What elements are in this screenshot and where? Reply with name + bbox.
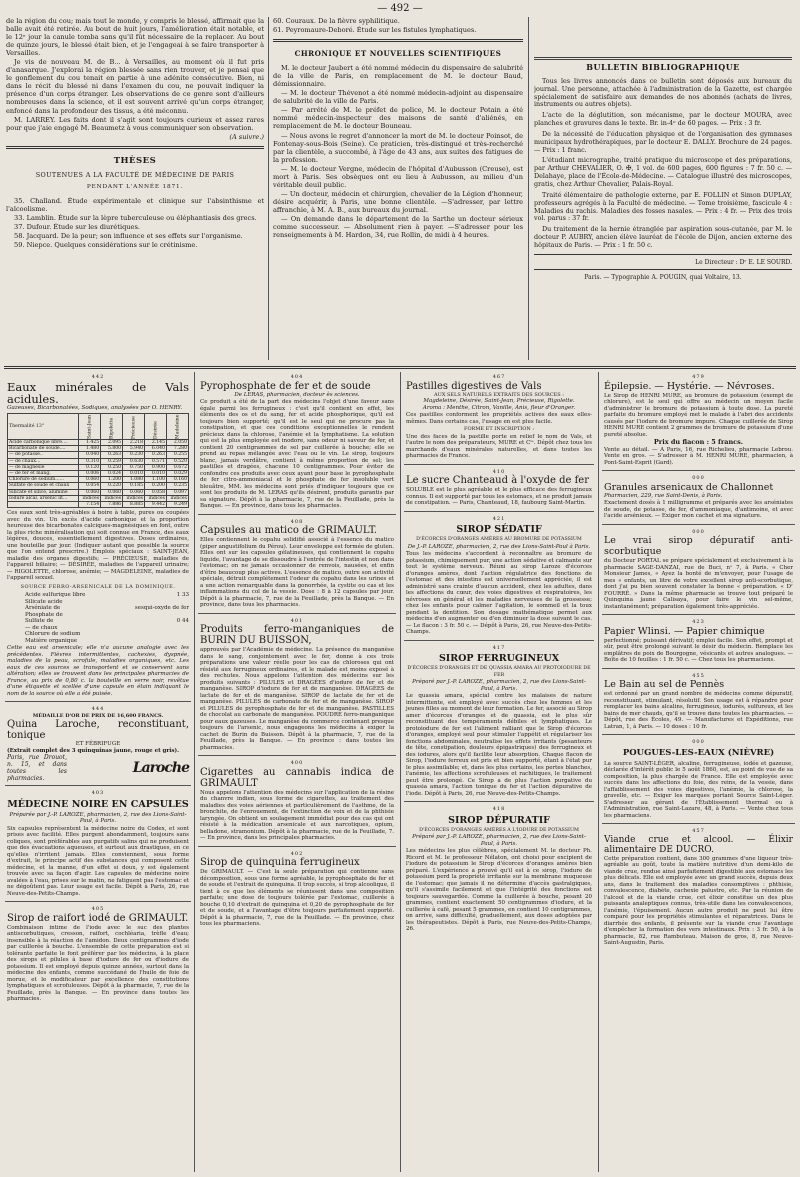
ad-title: Pastilles digestives de Vals <box>406 380 542 392</box>
table-cell: Bicarbonate de soude.... <box>8 446 79 452</box>
thesis-item: 37. Dufour. Étude sur les diurétiques. <box>14 222 140 231</box>
table-cell: 9.249 <box>167 502 189 508</box>
ad-line: Magdeleine, Désirée, Saint-Jean, Précieuse, Rigolette. <box>423 398 575 404</box>
divider <box>6 146 264 149</box>
table-cell: 0.310 <box>79 458 101 464</box>
ad-text: approuvés par l'Académie de médecine. La présence du manganèse dans le sang, conjointement avec le fer, donne à ces trois préparations une valeur réelle pour les cas de chloroses qui ont résisté aux ferrugineux ordinaires, et le malade est moins exposé à des rechutes. Nous appelons l'attention des médecins sur les produits suivants : PILULES et DRAGÉES d'iodure de fer et de manganèse. SIROP d'iodure de fer et de manganèse. DRAGÉES de lactate de fer et de manganèse. SIROP de lactate de fer et de manganèse. PILULES de carbonate de fer et de manganèse. SIROP et PILULES de pyrophosphate de fer et de manganèse. PASTILLES de chocolat au carbonate de manganèse. POUDRE ferro-manganique pour eaux gazeuses. Le manganèse du commerce contenant presque toujours de l'arsenic, nous engageons les médecins à exiger la cachet de Burin du Buisson. Dépôt à la pharmacie, 7, rue de la Feuillade, près la Banque. — En province : dans toutes les pharmacies. <box>200 647 394 751</box>
table-cell: 0.263 <box>101 452 123 458</box>
thesis-item: 61. Peyromaure-Deboré. Étude sur les fistules lymphatiques. <box>273 26 477 35</box>
ad-price: Prix du flacon : 5 francs. <box>653 438 744 446</box>
table-cell: 0.255 <box>167 452 189 458</box>
bulletin-bibliographique <box>534 64 792 360</box>
table-cell: Iodure alcal. arsenic lit... <box>8 495 79 501</box>
ad-title: POUGUES-LES-EAUX (NIÈVRE) <box>622 747 775 758</box>
news-item: — Un docteur, médecin et chirurgien, chevalier de la Légion d'honneur, désire acquérir, à Paris, une bonne clientèle. —S'adresser, par lettre affranchie, à M. A. B., aux bureaux du journal. <box>273 189 523 214</box>
divider <box>534 269 792 270</box>
ad-text: Ces eaux sont très-agréables à boire à table, pures ou coupées avec du vin. Un excès d'acide carbonique et la proportion heureuse des bicarbonates calciques-magnésiques en font, outre la plus riche minéralisation qui soit connue en France, des eaux légères, douces, essentiellement digestives. Doses ordinaires, une bouteille par jour. (Indiquer autant que possible la source que l'on entend prescrire.) Emplois spéciaux : SAINT-JEAN, maladie des organes digestifs; — PRÉCIEUSE, maladies de l'appareil biliaire; — DÉSIRÉE, maladies de l'appareil urinaire; — RIGOLETTE, chlorose, anémie; — MAGDELEINE, maladies de l'appareil sexuel. <box>7 510 189 582</box>
ad-bain <box>602 671 795 736</box>
ad-text: Nous appelons l'attention des médecins sur l'application de la résine du chanvre indien, sous forme de cigarettes, au traitement des maladies des voies aériennes et particulièrement de l'asthme, de la bronchite, de l'enrouement, de l'extinction de voix et de la phthisie laryngée. On obtient un soulagement immédiat pour des cas qui ont résisté à la médication arsenicale et aux narcotiques, opium, belladone, stramonium. Dépôt à la pharmacie, rue de la Feuillade, 7. — En province, dans les principales pharmacies. <box>200 789 394 841</box>
table-cell: — de fer et mang. <box>8 471 79 477</box>
ad-body <box>7 754 189 782</box>
ad-granules <box>602 473 795 525</box>
table-cell: 0.060 <box>79 477 101 483</box>
ad-vals <box>5 372 191 702</box>
ad-text: Exactement dosés à 1 milligramme et préparés avec les arséniates de soude, de potasse, de fer, d'ammoniaque, d'antimoine, et avec l'acide arsénieux. — Exiger mon cachet et ma signature. <box>604 500 793 519</box>
continued-note: (A suivre.) <box>229 132 264 141</box>
table-cell: 0.235 <box>167 483 189 489</box>
list-item-label: Chlorure de sodium <box>25 631 81 638</box>
ad-text: Ce produit a été de la part des médecins l'objet d'une faveur sans égale parmi les ferrugineux : c'est qu'il contient en effet, les éléments des os et du sang, fer et acide phosphorique, qu'il est toujours bien supporté; qu'il est le seul qui ne procure pas la constipation, et que ces conditions exceptionnelles le rendent précieux dans la chlorose, l'anémie et la lymphatisme. La solution qui est la plus employée est inodore, sans odeur ni saveur de fer, et contient 20 centigrammes de sel par cuillerée à bouche; elle se prend au repas mélangée avec l'eau ou le vin. Le sirop, toujours blanc, jamais verdâtre, contient à même proportion de sel; les pastilles et dragées, chacune 10 centigrammes. Pour éviter de confondre ces produits avec ceux ayant pour base le pyrophosphate de fer citro-ammoniacal et le phosphate de fer insoluble vert bleuâtre, MM. les médecins sont priés d'indiquer toujours que ce sont les produits de M. LERAS qu'ils désirent, produits garantis par sa signature. Dépôt à la pharmacie, 7, rue de la Feuillade, près la Banque. — En province, dans tous les pharmacies. <box>200 399 394 509</box>
ad-medal: MÉDAILLE D'OR DE PRIX DE 16,600 FRANCS. <box>32 712 164 719</box>
ad-title: MÉDECINE NOIRE EN CAPSULES <box>7 798 189 810</box>
table-row <box>8 495 189 501</box>
ad-title: Le Bain au sel de Pennès <box>604 679 725 690</box>
ad-subtitle: D'ÉCORCES D'ORANGES ET DE QUASSIA AMARA AU PROTOIODURE DE FER <box>407 666 591 678</box>
bulletin-entry: L'étudiant micrographe, traité pratique du microscope et des préparations, par Arthur CHEVALIER, O. ✠, 1 vol. de 600 pages, 600 figures : 7 fr. 50 c. — Delahaye, place de l'École-de-Médecine. — Catalogue illustré des microscopes, gratis, chez Arthur Chevalier, Palais-Royal. <box>534 156 792 188</box>
ad-text: Paris, rue Drouot, n. 15, et dans toutes les pharmacies. <box>7 754 67 783</box>
table-header: Désirée <box>145 414 167 440</box>
page-number: — 492 — <box>377 3 423 14</box>
table-cell: 2.218 <box>123 440 145 446</box>
ad-subtitle: Pharmacien, 229, rue Saint-Denis, à Paris. <box>604 492 723 499</box>
ad-pastilles <box>404 372 594 465</box>
ad-title-text: Eaux minérales de Vals acidules. <box>7 379 189 406</box>
ad-sirop-ferrugineux <box>404 643 594 803</box>
table-cell: 8.885 <box>123 502 145 508</box>
table-cell: 0.060 <box>79 489 101 495</box>
table-row <box>8 483 189 489</box>
ad-byline: Préparé par J.-P. LAROZE, pharmacien, 2, rue des Lions-Saint-Paul, à Paris. <box>412 679 586 692</box>
column-rule <box>194 372 195 1172</box>
list-item-label: Matière organique <box>25 637 78 644</box>
table-cell: indices <box>101 495 123 501</box>
ad-text: perfectionné; puissant dérivatif; emploi facile. Son effet, prompt et sûr, peut être prolongé suivant le désir du médecin. Remplace les emplâtres de poix de Bourgogne, vésicants et autres analogues. — Boîte de 10 feuilles : 1 fr. 50 c. — Chez tous les pharmaciens. <box>604 637 793 663</box>
table-cell: 0.029 <box>167 471 189 477</box>
ad-title: Le sucre Chanteaud à l'oxyde de fer <box>406 475 589 486</box>
ad-title: SIROP SÉDATIF <box>456 524 542 535</box>
column-rule <box>400 372 401 1172</box>
news-item: M. le docteur Jaubert a été nommé médecin du dispensaire de salubrité de la ville de Paris, en remplacement de M. le docteur Baud, démissionnaire. <box>273 64 523 89</box>
table-cell: — de chaux... <box>8 458 79 464</box>
bulletin-entry: L'acte de la déglutition, son mécanisme, par le docteur MOURA, avec planches et gravures dans le texte. Br. in-4ᵒ de 60 pages. — Prix : 3 fr. <box>534 111 792 128</box>
bulletin-entry: De la nécessité de l'éducation physique et de l'organisation des gymnases municipaux hydrothérapiques, par le docteur E. DALLY. Brochure de 24 pages. — Prix : 1 franc. <box>534 129 792 154</box>
news-item: — On demande dans le département de la Sarthe un docteur sérieux comme successeur. — Absolument rien à payer. —S'adresser pour les renseignements à M. Hardon, 34, rue Rollin, de midi à 4 heures. <box>273 214 523 240</box>
section-rule <box>4 366 796 369</box>
ad-title: Sirop de raifort iodé de GRIMAULT. <box>7 912 189 924</box>
news-item: — Par arrêté de M. le préfet de police, M. le docteur Potain a été nommé médecin-inspecteur des maisons de santé d'aliénés, en remplacement de M. le docteur Bouneau. <box>273 106 523 131</box>
ads-column-1 <box>5 372 191 1172</box>
ad-quinquina <box>198 849 396 932</box>
ad-byline: Préparé par J.-P. LAROZE, pharmacien, 2, rue des Lions-Saint-Paul, à Paris. <box>412 834 586 847</box>
table-cell: 0.230 <box>123 452 145 458</box>
table-cell: 0.220 <box>101 483 123 489</box>
ad-pyrophosphate <box>198 372 396 515</box>
ad-title: SIROP DÉPURATIF <box>448 814 550 826</box>
table-cell: indices <box>123 495 145 501</box>
list-item <box>25 638 189 645</box>
divider <box>534 254 792 255</box>
ad-text: Combinaison intime de l'iode avec le suc des plantes antiscorbutiques, cresson, raifort, cochléaria, trèfle d'eau; insensible à la réaction de l'amidon. Deux centigrammes d'iode par cuillerée à bouche. L'ensemble de cette préparation est si tolérante parfaite le font préférer par les médecins, à la place des sirops et pilules à base d'iodure de fer ou d'iodure de potassium. Il est employé depuis quinze années, surtout dans la médecine des enfants, comme succédané de l'huile de foie de morue, et le modificateur par excellence des constitutions lymphatiques et scrofuleuses. Dépôt à la pharmacie, 7, rue de la Feuillade, près la Banque. — En province dans toutes les pharmacies. <box>7 924 189 1003</box>
ad-title: Épilepsie. — Hystérie. — Névroses. <box>604 380 775 392</box>
table-cell: — de magnésie <box>8 464 79 470</box>
table-cell: indices <box>79 495 101 501</box>
ad-text: Elles contiennent le copahu solidifié associé à l'essence du matico (piper angustifolium du Pérou). Leur enveloppe est formée de gluten. Elles ont sur les capsules gélatineuses, qui contiennent le copahu liquide, l'avantage de se dissoudre à l'entrée de l'intestin et non dans l'estomac; on ne jamais occasionner de renvois, nausées, et enfin d'être beaucoup plus actives. L'essence de matico, outre son activité spéciale, détruit complètement l'odeur du copahu dans les urines et a une action remarquable dans la gonorrhée, la cystite ou cas et les inflammations du col de la vessie. Dose : 8 à 12 capsules par jour. Dépôt à la pharmacie, 7, rue de la Feuillade, près la Banque. — En province, dans tous les pharmacies. <box>200 537 394 608</box>
table-cell: 7.280 <box>167 446 189 452</box>
ad-subtitle: D'ÉCORCES D'ORANGES AMÈRES AU BROMURE DE POTASSIUM <box>416 537 582 542</box>
bulletin-intro: Tous les livres annoncés dans ce bulletin sont déposés aux bureaux du journal. Une personne, attachée à l'administration de la Gazette, est chargée spécialement de satisfaire aux demandes de nos abonnés (achats de livres, instruments ou autres objets). <box>534 76 792 109</box>
list-item-value: 1 33 <box>176 592 189 599</box>
ad-matico <box>198 517 396 614</box>
ad-subtitle: Gazeuses, Bicarbonatées, Sodiques, analysées par O. HENRY. <box>7 404 183 411</box>
table-cell: 1.425 <box>79 440 101 446</box>
ad-epilepsie <box>602 372 795 471</box>
ad-text: Le quassia amara, spécial contre les malaises de nature intermittente, est employé avec succès chez les femmes et les jeunes filles au moment de leur formation. Le fer, associé au Sirop amer d'écorces d'oranges et de quassia, est le plus sûr reconstituant des tempéraments débiles et lymphatiques. Le protoiodure de fer est l'aliment ralliant que le Sirop d'écorces d'oranges, employé seul pour stimuler l'appétit et régulariser les fonctions abdominales, neutralise les effets irritants (pesanteurs de tête, constipation, douleurs épigastriques) des ferrugineux et des iodures, alors qu'il facilite leur absorption. Chaque flacon de Sirop, l'iodure ferreux est pris et bien supporté, étant à l'état pur le plus assimilable; et, dans les plus certains, les pertes blanches, l'anémie, les affections scrofuleuses et rachitiques, le traitement peut être prolongé. Ce Sirop a de plus l'action purgative du quassia amara, l'action tonique du fer et l'action dépurative de l'iode. Dépôt à Paris, 26, rue Neuve-des-Petits-Champs. <box>406 693 592 797</box>
table-cell: 0.263 <box>145 452 167 458</box>
list-item-label: Arséniate de <box>25 605 61 612</box>
table-cell: 0.185 <box>123 483 145 489</box>
article-column-middle <box>273 17 523 360</box>
ad-subtitle: AUX SELS NATURELS EXTRAITS DES SOURCES : <box>434 391 564 398</box>
ad-title: SIROP FERRUGINEUX <box>438 653 560 664</box>
column-rule <box>268 17 269 360</box>
ad-byline: Préparée par J.-P. LAROZE, pharmacien, 2, rue des Lions-Saint-Paul, à Paris. <box>9 811 187 825</box>
list-item-label: Silicate acide <box>25 598 63 605</box>
table-cell: 2.050 <box>167 440 189 446</box>
table-cell: 0.520 <box>167 458 189 464</box>
table-cell: 0.672 <box>167 464 189 470</box>
source-composition <box>7 592 189 644</box>
bulletin-entry: Du traitement de la hernie étranglée par aspiration sous-cutanée, par M. le docteur P. AUBRY, ancien élève lauréat de l'école de Dijon, ancien externe des hôpitaux de Paris. — Prix : 1 fr. 50 c. <box>534 225 792 249</box>
table-cell: 2.095 <box>101 440 123 446</box>
list-item-value: sesqui-oxyde de fer <box>134 605 189 612</box>
ad-text: Cette préparation contient, dans 300 grammes d'une liqueur très-agréable au goût, toute la matière nutritive d'un demi-kilo de viande crue, rendue ainsi parfaitement digestible aux estomacs les plus délicats. Elle est employée avec un grand succès, depuis deux ans, dans le traitement des maladies consomptives : phthisie, convalescence, diabète, cachexie palustre, etc. Par la réunion de l'alcool et de la viande crue, cet élixir constitue un des plus puissants analeptiques connus, très-utile dans les convalescences, l'anémie, l'épuisement. Aucun autre produit ne peut lui être comparé pour les propriétés stimulantes et réparatrices. Dans le diarrhée des enfants, il présente sur la viande crue l'avantage d'empêcher la formation des vers intestinaux. Prix : 3 fr. 50, à la pharmacie, 82, rue Rambuteau. Maison de gros, 8, rue Neuve-Saint-Augustin, Paris. <box>604 855 793 946</box>
table-cell: Silicate et silice, alumine <box>8 489 79 495</box>
news-item: — M. le docteur Thévenot a été nommé médecin-adjoint au dispensaire de salubrité de la ville de Paris. <box>273 89 523 106</box>
table-cell: 0.060 <box>101 489 123 495</box>
ad-number: 455 <box>692 672 705 679</box>
ad-number: 444 <box>91 706 105 713</box>
ad-cannabis <box>198 758 396 847</box>
ad-number: 467 <box>492 374 506 380</box>
ad-capsules <box>5 788 191 902</box>
ads-column-4 <box>602 372 795 1172</box>
ads-column-3 <box>404 372 594 1172</box>
thesis-item: 33. Lamblin. Étude sur la lèpre tuberculeuse ou éléphantiasis des grecs. <box>14 213 257 222</box>
table-cell: 0.024 <box>101 471 123 477</box>
ad-title: Capsules au matico de GRIMAULT. <box>200 525 378 536</box>
ad-number: 405 <box>91 906 105 913</box>
ad-viande <box>602 826 795 951</box>
table-cell: 7.154 <box>79 502 101 508</box>
column-rule <box>598 372 599 1172</box>
table-row <box>8 452 189 458</box>
bulletin-entry: Traité élémentaire de pathologie externe, par E. FOLLIN et Simon DUPLAY, professeurs agrégés à la Faculté de médecine. — Tome troisième, fascicule 4 : Maladies du rachis. Maladies des fosses nasales. — Prix : 4 fr. — Prix des trois vol. parus : 37 fr. <box>534 190 792 223</box>
table-cell: 0.097 <box>167 489 189 495</box>
table-cell: 0.120 <box>79 464 101 470</box>
ad-title: Sirop de quinquina ferrugineux <box>200 857 360 868</box>
table-cell: 0.060 <box>123 489 145 495</box>
ad-number: 402 <box>290 850 304 857</box>
table-total-row <box>8 502 189 508</box>
ad-byline: De LERAS, pharmacien, docteur ès sciences. <box>234 391 360 398</box>
chronicle-title: CHRONIQUE ET NOUVELLES SCIENTIFIQUES <box>294 49 502 59</box>
director-line: Le Directeur : Dʳ E. LE SOURD. <box>695 258 792 266</box>
ad-title: Produits ferro-manganiques de BURIN DU BUISSON, <box>200 624 394 646</box>
ads-column-2 <box>198 372 396 1172</box>
table-cell: 0.006 <box>79 471 101 477</box>
ad-papier <box>602 617 795 669</box>
ad-text: du Docteur PORTAL se prépare spécialement et exclusivement à la pharmacie SAGE-DANZAI, rue de Buci, nᵒ 7, à Paris. « Cher Monsieur James, « Ayez la bonté de m'envoyer, pour l'usage de mes « enfants, un litre de votre excellent sirop anti-scorbutique, dont j'ai pu bien souvent constater la bonne « préparation. « Dʳ FOURRÉ. » Dans la même pharmacie se trouve tout préparé le Quinquina jaune Calisaya, pour faire le vin sel-même, instantanément; préparation également très-appréciée. <box>604 558 793 610</box>
ad-number: 000 <box>692 475 705 481</box>
ad-number: 403 <box>91 790 105 797</box>
table-cell: 0.630 <box>123 458 145 464</box>
printer-line: Paris. — Typographie A. POUGIN, quai Voltaire, 13. <box>584 273 742 281</box>
ad-number: 000 <box>692 739 705 745</box>
ad-line: (Extrait complet des 3 quinquinas jaune, rouge et gris). <box>7 747 179 754</box>
table-row <box>8 471 189 477</box>
table-header: Saint-Jean <box>79 414 101 440</box>
ad-number: 417 <box>492 644 506 651</box>
ad-text: Tous les médecins s'accordent à reconnaître au bromure de potassium, chimiquement pur, une action sédative et calmante sur tout le système nerveux. Réuni au sirop Laroze d'écorces d'oranges amères, dont l'action régulatrice des fonctions de l'estomac et des intestins est universellement appréciée, il est administré sans crainte d'aucun accident, chez les adultes, dans les affections du cœur, des voies digestives et respiratoires, les névroses en général et les maladies nerveuses de la grossesse; chez les enfants pour calmer l'agitation, le sommeil et la toux pendant la dentition. Son dosage mathématique permet aux médecins d'en augmenter ou d'en diminuer la dose suivant le cas. — Le flacon : 3 fr. 50 c. — Dépôt à Paris, 26, rue Neuve-des-Petits-Champs. <box>406 551 592 635</box>
table-header: Thermalité 13° <box>8 414 79 440</box>
ad-number: 400 <box>290 760 304 766</box>
ad-number: 401 <box>290 617 304 624</box>
table-cell: 0.010 <box>123 471 145 477</box>
ad-title: Le vrai sirop dépuratif anti-scorbutique <box>604 535 793 557</box>
table-cell: 0.054 <box>79 483 101 489</box>
list-item-label: Phosphate de <box>25 611 63 618</box>
news-item: — Nous avons le regret d'annoncer la mort de M. le docteur Poinsot, de Fontenay-sous-Bois (Seine). Ce praticien, très-distingué et très-recherché par la clientèle, a succombé, à l'âge de 43 ans, aux suites des fatigues de la profession. <box>273 131 523 164</box>
table-cell: 6.040 <box>145 446 167 452</box>
list-item-value: 0 44 <box>176 618 189 625</box>
table-cell: 1.080 <box>123 477 145 483</box>
ad-text: Six capsules représentent la médecine noire du Codex, et sont prises avec facilité. Elles purgent abondamment, toujours sans coliques, sont préférables aux purgatifs salins qui ne produisent que des évacuations aqueuses, et surtout aux drastiques, en ce qu'elles n'irritent jamais. Elles conviennent, sous forme d'extrait, le principe actif des substances qui composent cette médecine, et la manne, d'un effet si doux, y est également trouvée avec sa façon d'agir. Les capsules de médecine noire avalées à l'eau, prises sur le matin, ne fatiguent pas l'estomac et ne dégoûtent pas. Leur usage est facile. Dépôt à Paris, 26, rue Neuve-des-Petits-Champs. <box>7 825 189 897</box>
ad-text: est ordonné par un grand nombre de médecins comme dépuratif, reconstituant, stimulant, résolutif. Son usage est à répandre pour remplacer les bains alcalins, ferrugineux, iodurés, sulfureux, et les bains de mer chauds, qu'il se trouve dans toutes les pharmacies. — Dépôt, rue des Écoles, 49. — Manufactures et Expéditions, rue Latran, 1, à Paris. — 10 doses : 10 fr. <box>604 691 793 730</box>
list-item-label: — de chaux <box>25 624 58 631</box>
ad-raifort <box>5 904 191 1007</box>
ad-quina <box>5 704 191 786</box>
thesis-item: 60. Couraux. De la fièvre syphilitique. <box>273 17 400 25</box>
table-cell: 0.040 <box>79 452 101 458</box>
table-row <box>8 440 189 446</box>
ad-text: Ces pastilles conforment les propriétés actives des eaux elles-mêmes. Dans certains cas, l'usage en est plus facile. <box>406 412 592 425</box>
ad-subheading: SOURCE FERRO-ARSENICALE DE LA DOMINIQUE. <box>20 583 176 590</box>
column-rule <box>528 17 529 360</box>
ad-title: Cigarettes au cannabis indica de GRIMAULT <box>200 766 394 789</box>
ad-number: 421 <box>492 515 506 522</box>
ad-sirop-sedatif <box>404 514 594 641</box>
ad-subtitle: D'ÉCORCES D'ORANGES AMÈRES A L'IODURE DE POTASSIUM <box>419 827 579 833</box>
table-cell: 0.160 <box>167 477 189 483</box>
table-cell: 0.750 <box>123 464 145 470</box>
ad-title: Viande crue et alcool. — Élixir alimentaire DE DUCRO. <box>604 834 793 855</box>
table-cell: 1.480 <box>79 446 101 452</box>
ad-number: 479 <box>692 374 705 380</box>
table-header: Madeleine <box>167 414 189 440</box>
table-cell: 0.058 <box>145 489 167 495</box>
table-cell: 1.100 <box>145 477 167 483</box>
theses-subtitle: SOUTENUES A LA FACULTÉ DE MÉDECINE DE PARIS <box>35 170 235 179</box>
paragraph: M. LARREY. Les faits dont il s'agit sont toujours curieux et assez rares pour que j'aie engagé M. Beaumetz à vous communiquer son observation. <box>6 115 264 132</box>
table-cell: — de potasse.. <box>8 452 79 458</box>
ad-number: 410 <box>492 468 506 475</box>
ad-pougues <box>602 737 795 824</box>
news-item: — M. le docteur Vergne, médecin de l'hôpital d'Aubusson (Creuse), est mort à Paris. Ses obsèques ont eu lieu à Aubusson, au milieu d'un véritable deuil public. <box>273 164 523 189</box>
ad-text: SOLUBLE est le plus agréable et le plus efficace des ferrugineux connus. Il est supporté par tous les estomacs, et ne produit jamais de constipation. — Paris, Chanteaud, 18, faubourg Saint-Martin. <box>406 487 592 506</box>
table-cell: 0.571 <box>145 458 167 464</box>
table-cell: 0.010 <box>145 471 167 477</box>
table-cell: indices <box>167 495 189 501</box>
ad-title: Granules arsenicaux de Challonnet <box>604 481 774 493</box>
thesis-item: 58. Jacquard. De la peur; son influence et ses effets sur l'organisme. <box>14 232 243 241</box>
ad-text: Une des faces de la pastille porte en relief le nom de Vals, et l'autre le nom des préparateurs, MURE et Cⁱᵉ. Dépôt chez tous les marchands d'eaux minérales naturelles, et dans toutes les pharmacies de France. <box>406 433 592 459</box>
ad-number: 408 <box>290 518 304 525</box>
ad-line: Aroma : Menthe, Citron, Vanille, Anis, fleur d'Oranger. <box>422 404 576 411</box>
table-cell <box>8 502 79 508</box>
table-cell: 0.250 <box>101 464 123 470</box>
table-row <box>8 477 189 483</box>
ad-text: Le Sirop de HENRI MURE, au bromure de potassium (exempt de chlorure), est le seul qui offre au médecin un moyen facile d'administrer le bromure de potassium à toute dose. La pureté parfaite du bromure employé met le malade à l'abri des accidents causés par l'iodure de bromure impure. Chaque cuillerée de Sirop HENRI MURE contient 2 grammes de bromure de potassium d'une pureté absolue. <box>604 392 793 438</box>
ad-number: 404 <box>290 374 304 380</box>
table-row <box>8 489 189 495</box>
ad-number: 418 <box>492 806 506 812</box>
ad-title: Quina Laroche, reconstituant, tonique <box>7 719 189 742</box>
ad-number: 000 <box>692 528 705 535</box>
theses-date: PENDANT L'ANNÉE 1871. <box>86 183 184 190</box>
ad-text: Vente au détail. — A Paris, 16, rue Richelieu, pharmacie Lebrou. Vente en gros. — S'adresser à M. HENRI MURE, pharmacien, à Pont-Saint-Esprit (Gard). <box>604 446 793 466</box>
table-cell: Acide carbonique libre.... <box>8 440 79 446</box>
table-cell: 0.259 <box>101 458 123 464</box>
table-cell: 0.200 <box>145 483 167 489</box>
table-cell: 5.800 <box>101 446 123 452</box>
ad-number: 457 <box>692 828 705 834</box>
ad-title: Pyrophosphate de fer et de soude <box>200 380 371 392</box>
ad-text: Cette eau est arsenicale; elle n'a aucune analogie avec les précédentes. Fièvres intermittentes, cachexies, dyspnée, maladies de la peau, scrofule, maladies organiques, etc. Les eaux de ces sources se transportent et se conservent sans altération; elles se trouvent dans les principales pharmacies de France, au prix de 0,80 c. la bouteille en verre noir, revêtue d'une étiquette et scellée d'une capsule en étain indiquant le nom de la source où elle a été puisée. <box>7 645 189 697</box>
ad-sirop-portal <box>602 527 795 616</box>
table-cell: 0.900 <box>145 464 167 470</box>
table-cell: indices <box>145 495 167 501</box>
table-header: Rigolette <box>101 414 123 440</box>
ad-sucre <box>404 467 594 512</box>
divider <box>534 57 792 60</box>
divider <box>273 39 523 42</box>
bulletin-title: BULLETIN BIBLIOGRAPHIQUE <box>586 64 740 72</box>
ad-text: De GRIMAULT. — C'est la seule préparation qui contienne sans décomposition, sous une forme agréable, le pyrophosphate de fer et de soude et l'extrait de quinquina. Il trop succès, si trop alcoolique, il tient à ce que les éléments se réunissent dans une composition parfaite; une dose de toujours tolérée par l'estomac, cuillerée à bouche 0,10 d'extrait de quinquina et 0,20 de pyrophosphate de fer et de soude, et a l'avantage d'être toujours parfaitement supporté. Dépôt à la pharmacie, 7, rue de la Feuillade. — En province, chez tous les pharmaciens. <box>200 869 394 927</box>
ad-text: La source SAINT-LÉGER, alcaline, ferrugineuse, iodée et gazeuse, déclarée d'intérêt public le 5 août 1860, est, au point de vue de sa composition, la plus chargée de France. Elle est employée avec succès dans les affections du foie, des reins, de la vessie, dans l'affaiblissement des voies digestives, l'anémie, la chlorose, la gravelle, etc. — Exiger les marques portant Source Saint-Léger. S'adresser au gérant de l'Établissement thermal ou à l'Administration, rue Saint-Lazare, 48, à Paris. — Vente chez tous les pharmaciens. <box>604 760 793 819</box>
table-cell: Chlorure de sodium...... <box>8 477 79 483</box>
table-row <box>8 446 189 452</box>
paragraph: Je vis de nouveau M. de B... à Versailles, au moment où il fut pris d'anasarque. J'explorai la région blessée sans rien trouver, et je pensai que le gonflement du cou tenait en partie à une adénite consécutive. Bien, ni dans le récit du blessé ni dans l'examen du cou, ne pouvait indiquer la présence d'un corps étranger. Les observations de ce genre sont d'ailleurs nombreuses dans la science, et il est souvent arrivé qu'un corps étranger, enfoncé dans la profondeur des tissus, a été méconnu. <box>6 58 264 115</box>
ad-number: 442 <box>91 374 105 380</box>
table-body <box>8 440 189 502</box>
table-cell: 7.886 <box>101 502 123 508</box>
paragraph: de la région du cou; mais tout le monde, y compris le blessé, affirmait que la balle avait été retirée. Au bout de huit jours, l'amélioration était notable, et le 12ᵉ jour la canule tomba sans qu'il fût nécessaire de la replacer. Au bout de quinze jours, le blessé était bien, et je l'engageai à se faire transporter à Versailles. <box>6 17 264 58</box>
table-cell: 2.145 <box>145 440 167 446</box>
table-row <box>8 458 189 464</box>
table-row <box>8 464 189 470</box>
signature-logo: Laroche <box>132 759 189 776</box>
table-cell: 9.442 <box>145 502 167 508</box>
analysis-table <box>7 413 189 508</box>
thesis-item: 35. Challand. Étude expérimentale et clinique sur l'absinthisme et l'alcoolisme. <box>6 196 264 213</box>
ad-subheading: FORME ET INSCRIPTION : <box>463 426 535 432</box>
theses-title: THÈSES <box>113 155 157 166</box>
ad-byline: De J.-P. LAROZE, pharmacien, 2, rue des Lions-Saint-Paul à Paris. <box>407 543 591 550</box>
list-item-label: Acide sulfurique libre <box>25 592 86 599</box>
table-header-row <box>8 414 189 440</box>
ad-title: Papier Wlinsi. — Papier chimique <box>604 625 765 637</box>
table-cell: Sulfate de soude et chaux <box>8 483 79 489</box>
ad-subtitle: ET FÉBRIFUGE <box>75 741 121 748</box>
ad-text: Les médecins les plus célèbres, spécialement M. le docteur Ph. Ricord et M. le professeur Nélaton, ont choisi pour excipient de l'iodure de potassium le Sirop d'écorces d'oranges amères bien préparé. L'expérience a prouvé qu'il est à ce sirop, l'iodure de potassium perd la propriété irritante sur la membrane muqueuse de l'estomac; que jamais il ne détermine d'accès gastralgiques, qu'il s'assimile facilement et que l'intégrité des fonctions est toujours sauvegardée. Comme la cuillerée à bouche, pesant 20 grammes, contient exactement 50 centigrammes d'iodure, et la cuillerée à café, pesant 5 grammes, en contient 10 centigrammes, on arrive, sans difficulté, graduellement, aux doses adoptées par les thérapeutistes. Dépôt à Paris, rue Neuve-des-Petits-Champs, 26. <box>406 848 592 932</box>
ad-number: 423 <box>692 619 705 625</box>
table-cell: 1.200 <box>101 477 123 483</box>
ad-title <box>7 381 189 405</box>
article-column-left <box>6 17 264 360</box>
ad-sirop-depuratif <box>404 804 594 937</box>
list-item-label: Sulfate de <box>25 618 54 625</box>
ad-burin <box>198 616 396 757</box>
table-cell: 5.940 <box>123 446 145 452</box>
table-header: Précieuse <box>123 414 145 440</box>
thesis-item: 59. Niepce. Quelques considérations sur le crétinisme. <box>14 241 198 250</box>
